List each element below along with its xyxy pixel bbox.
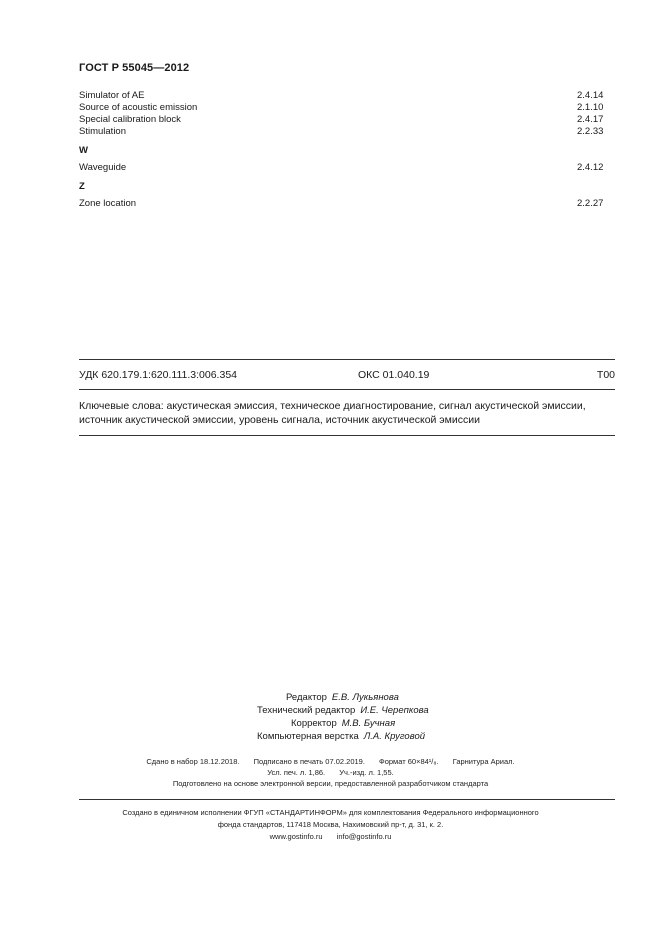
- oks-code: ОКС 01.040.19: [358, 369, 430, 381]
- staff-role: Редактор: [286, 692, 327, 703]
- index-term: Zone location: [79, 198, 137, 209]
- page-title: ГОСТ Р 55045—2012: [79, 62, 190, 74]
- index-ref: 2.2.27: [577, 198, 604, 209]
- index-term: Simulator of AE: [79, 90, 145, 101]
- email-link[interactable]: info@gostinfo.ru: [336, 832, 392, 841]
- divider-bottom: [79, 435, 615, 436]
- staff-tech-editor: [257, 704, 429, 717]
- imprint-line: [0, 756, 661, 767]
- index-ref: 2.4.14: [577, 90, 604, 101]
- staff-role: Технический редактор: [257, 705, 356, 716]
- index-letter-heading: Z: [79, 181, 85, 192]
- staff-role: Компьютерная верстка: [257, 731, 359, 742]
- imprint-edition-sheets: Уч.-изд. л. 1,55.: [339, 768, 394, 777]
- index-ref: 2.1.10: [577, 102, 604, 113]
- index-term: Waveguide: [79, 162, 127, 173]
- staff-name: М.В. Бучная: [341, 718, 396, 729]
- group-code: Т00: [596, 369, 615, 381]
- udk-code: УДК 620.179.1:620.111.3:006.354: [79, 369, 237, 381]
- imprint-sheets: Усл. печ. л. 1,86.: [267, 768, 326, 777]
- index-row: [79, 162, 615, 174]
- index-row: [79, 114, 615, 126]
- staff-editor: [286, 691, 399, 704]
- index-term: Stimulation: [79, 126, 126, 137]
- staff-corrector: [291, 717, 395, 730]
- index-row: [79, 90, 615, 102]
- index-row: [79, 102, 615, 114]
- index-term: Special calibration block: [79, 114, 181, 125]
- staff-name: И.Е. Черепкова: [360, 705, 429, 716]
- divider-top: [79, 359, 615, 360]
- imprint-line: [0, 767, 661, 778]
- footer-line: фонда стандартов, 117418 Москва, Нахимовский пр-т, д. 31, к. 2.: [217, 820, 444, 829]
- index-ref: 2.4.17: [577, 114, 604, 125]
- index-row: [79, 126, 615, 138]
- footer-line: Создано в единичном исполнении ФГУП «СТАНДАРТИНФОРМ» для комплектования Федерального информационного: [122, 808, 539, 817]
- staff-role: Корректор: [291, 718, 337, 729]
- imprint-signed: Подписано в печать 07.02.2019.: [253, 757, 365, 766]
- keywords-line: Ключевые слова: акустическая эмиссия, техническое диагностирование, сигнал акустической эмиссии,: [79, 400, 586, 412]
- imprint-prepared: Подготовлено на основе электронной версии, предоставленной разработчиком стандарта: [172, 779, 489, 788]
- classification-line: [79, 368, 615, 382]
- term-index: [79, 90, 615, 210]
- keywords-block: [79, 399, 619, 427]
- index-ref: 2.2.33: [577, 126, 604, 137]
- index-term: Source of acoustic emission: [79, 102, 198, 113]
- imprint-typeface: Гарнитура Ариал.: [452, 757, 515, 766]
- divider-middle: [79, 389, 615, 390]
- imprint-format: Формат 60×84¹/₈.: [379, 757, 439, 766]
- footer-contacts: [0, 831, 661, 843]
- index-row: [79, 198, 615, 210]
- staff-name: Л.А. Круговой: [363, 731, 426, 742]
- divider-footer: [79, 799, 615, 800]
- imprint-submitted: Сдано в набор 18.12.2018.: [146, 757, 240, 766]
- imprint-block: [0, 756, 661, 789]
- publisher-footer: [0, 807, 661, 843]
- index-letter-heading: W: [79, 145, 88, 156]
- staff-name: Е.В. Лукьянова: [331, 692, 399, 703]
- website-link[interactable]: www.gostinfo.ru: [269, 832, 323, 841]
- index-ref: 2.4.12: [577, 162, 604, 173]
- staff-layout: [257, 730, 425, 743]
- keywords-line: источник акустической эмиссии, уровень сигнала, источник акустической эмиссии: [79, 414, 480, 426]
